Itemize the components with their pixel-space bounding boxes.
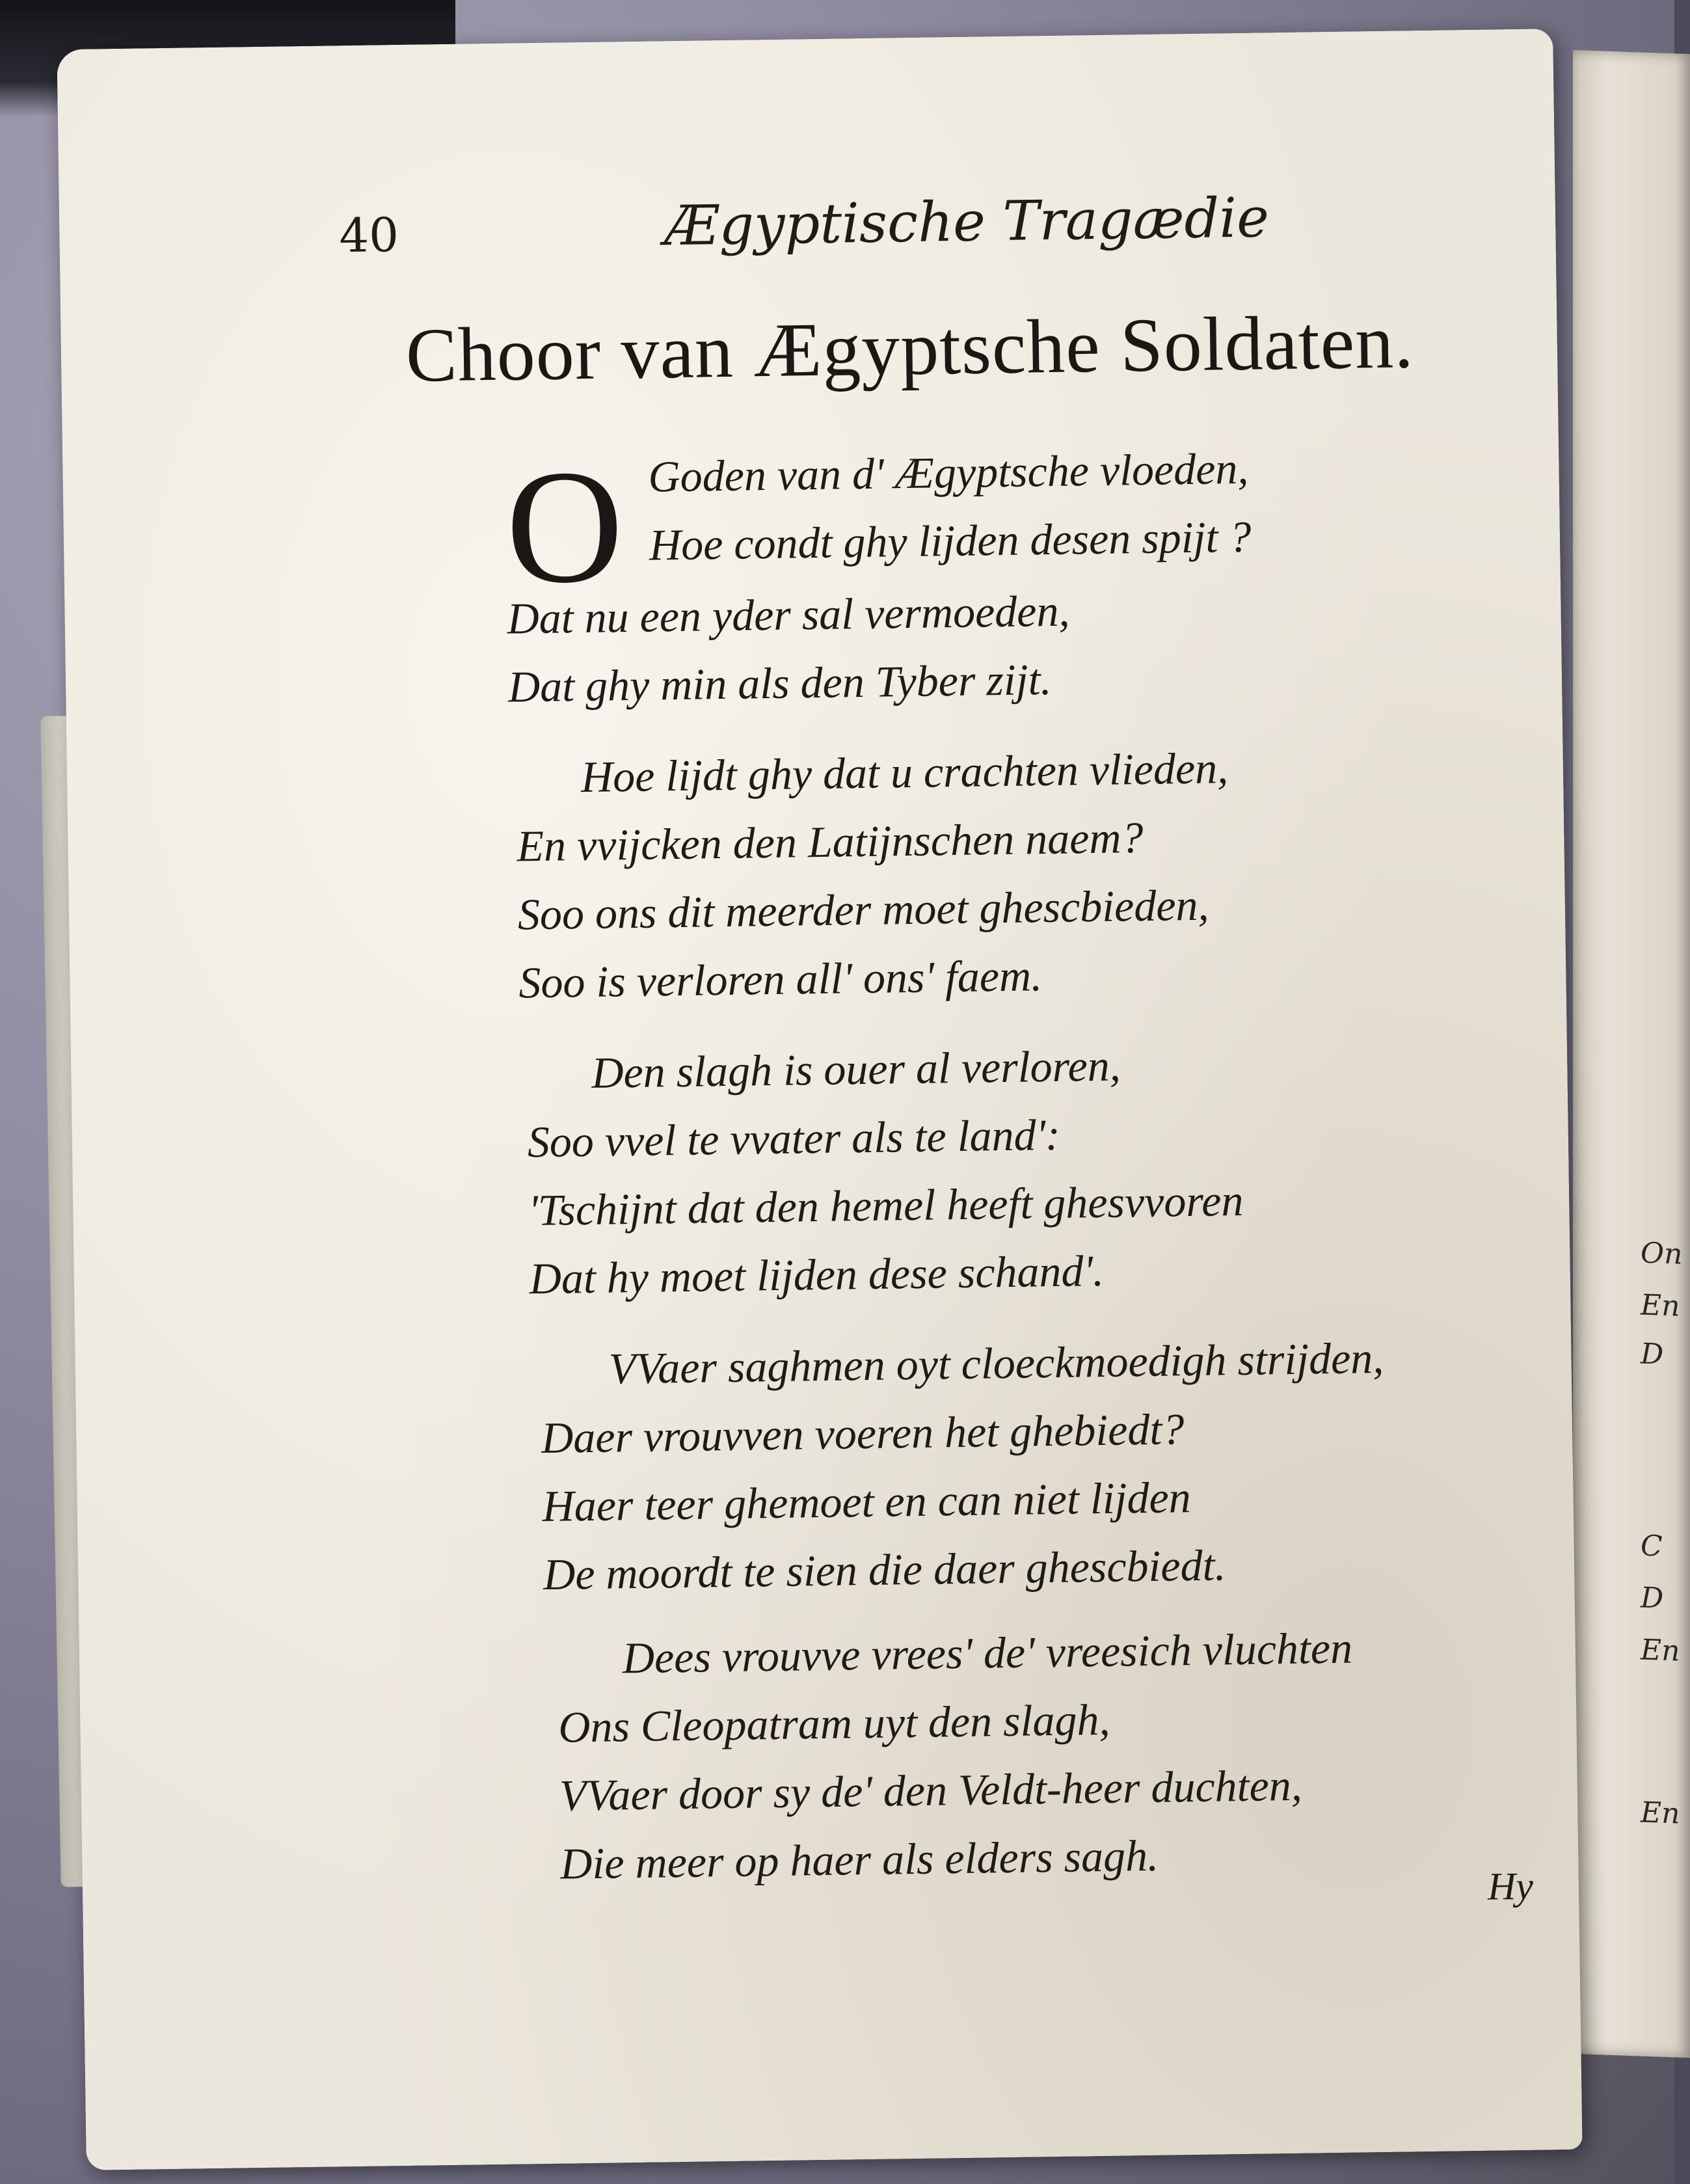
- verse-line: Ons Cleopatram uyt den slagh,: [557, 1694, 1110, 1752]
- verse-line: Hoe condt ghy lijden desen spijt ?: [649, 511, 1252, 570]
- facing-page-fragment: En: [1641, 1796, 1680, 1831]
- verse-line: Den slagh is ouer al verloren,: [591, 1040, 1121, 1098]
- verse-line: De moordt te sien die daer ghescbiedt.: [543, 1540, 1226, 1599]
- facing-page-fragment: D: [1641, 1581, 1664, 1615]
- verse-line: Soo vvel te vvater als te land':: [527, 1109, 1061, 1167]
- chapter-title: Choor van Ægyptsche Soldaten.: [405, 299, 1415, 398]
- drop-cap: O: [504, 436, 625, 618]
- verse-line: Haer teer ghemoet en can niet lijden: [542, 1472, 1192, 1531]
- verse-line: Die meer op haer als elders sagh.: [559, 1830, 1159, 1889]
- page-number: 40: [338, 207, 399, 263]
- running-head: Ægyptische Tragædie: [664, 185, 1270, 258]
- verse-line: Soo ons dit meerder moet ghescbieden,: [517, 880, 1209, 939]
- verse-line: Dat nu een yder sal vermoeden,: [507, 586, 1070, 643]
- verse-line: Dat ghy min als den Tyber zijt.: [507, 654, 1053, 712]
- catchword: Hy: [1487, 1864, 1534, 1908]
- verse-line: VVaer door sy de' den Veldt-heer duchten,: [559, 1760, 1303, 1820]
- verse-line: 'Tschijnt dat den hemel heeft ghesvvoren: [528, 1175, 1244, 1235]
- verse-line: Goden van d' Ægyptsche vloeden,: [648, 443, 1249, 502]
- facing-page-fragment: D: [1641, 1337, 1664, 1371]
- verse-line: Soo is verloren all' ons' faem.: [518, 950, 1043, 1008]
- verse-line: En vvijcken den Latijnschen naem?: [516, 813, 1144, 871]
- facing-page-fragment: En: [1641, 1633, 1680, 1668]
- facing-page-fragment: En: [1641, 1288, 1680, 1323]
- facing-page-fragment: C: [1641, 1529, 1663, 1563]
- facing-page: [1573, 50, 1690, 2058]
- verse-line: VVaer saghmen oyt cloeckmoedigh strijden,: [608, 1332, 1384, 1394]
- verse-line: Dees vrouvve vrees' de' vreesich vluchten: [622, 1623, 1353, 1683]
- verse-line: Dat hy moet lijden dese schand'.: [529, 1245, 1105, 1304]
- verse-line: Daer vrouvven voeren het ghebiedt?: [541, 1404, 1185, 1463]
- book-page: [57, 29, 1582, 2170]
- facing-page-fragment: On: [1641, 1236, 1683, 1271]
- verse-line: Hoe lijdt ghy dat u crachten vlieden,: [580, 743, 1229, 802]
